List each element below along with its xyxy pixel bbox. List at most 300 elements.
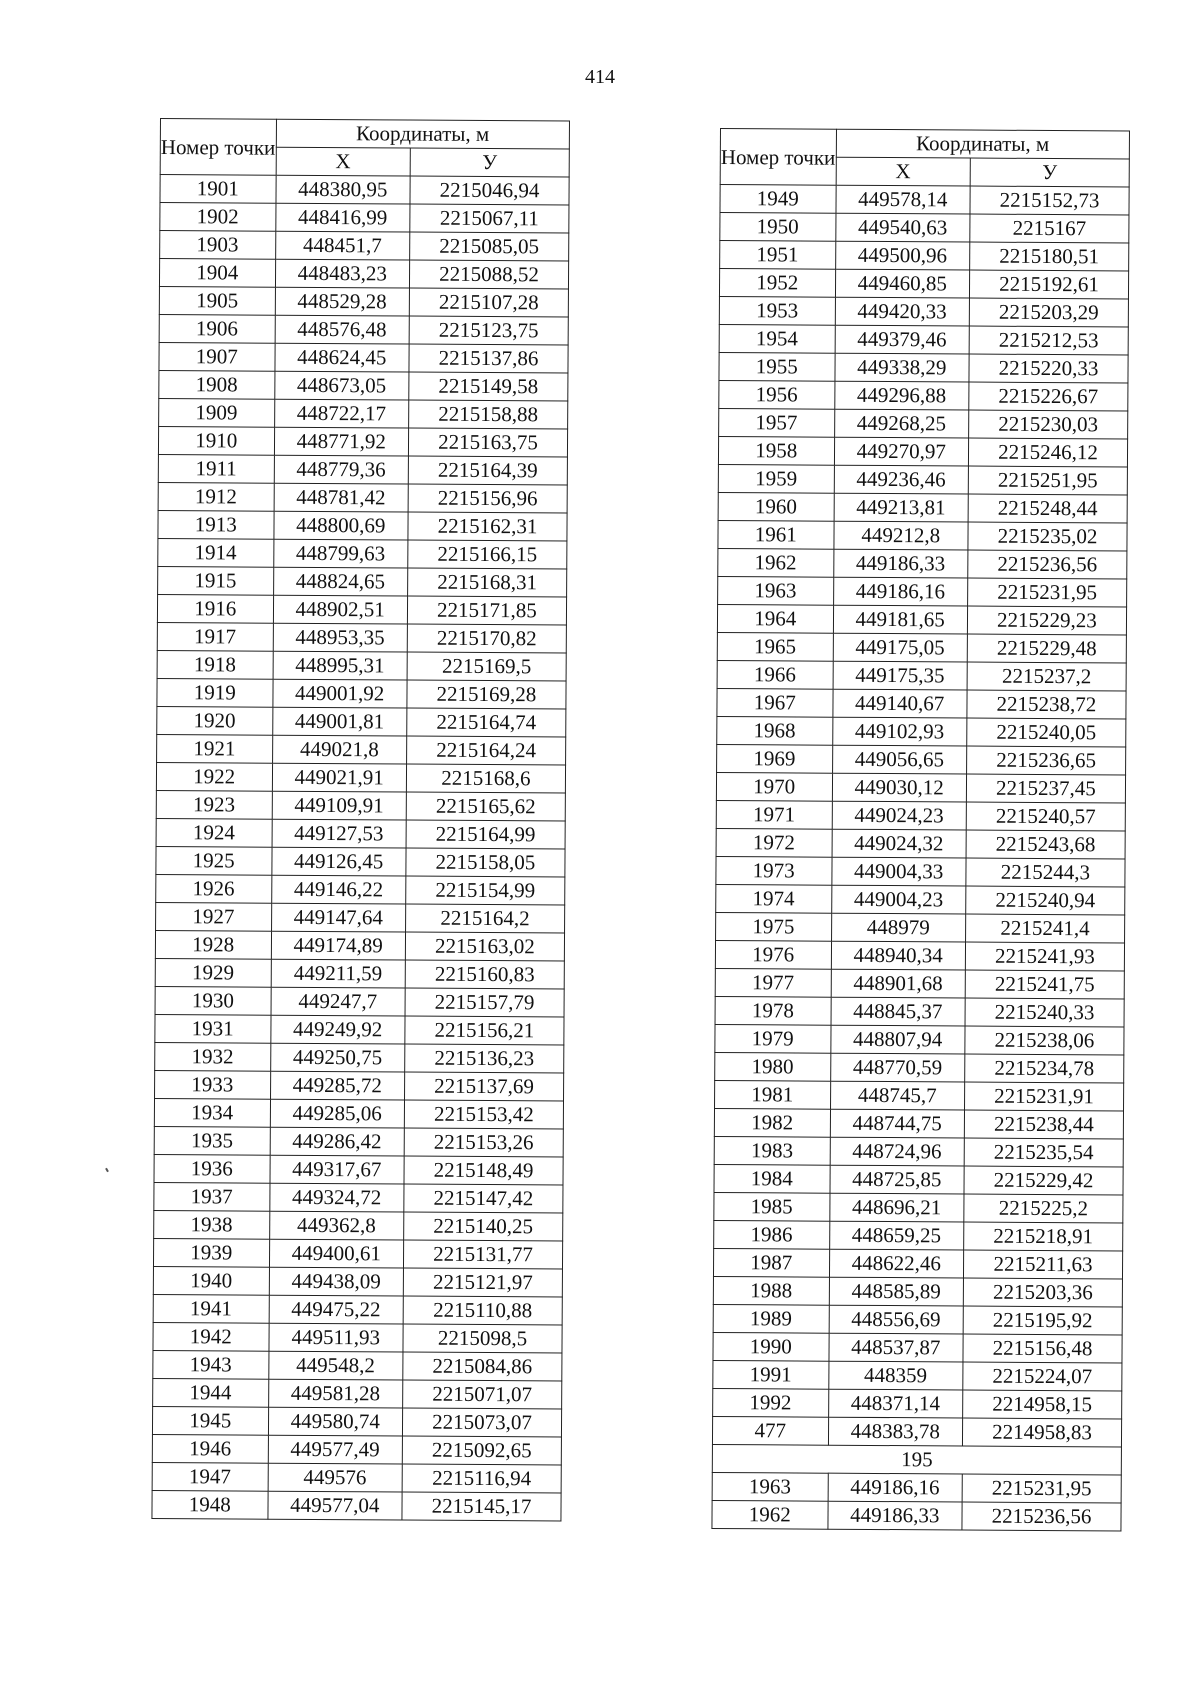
table-row (158, 510, 567, 540)
cell-x: 448722,17 (274, 399, 409, 428)
cell-y: 2215131,77 (403, 1240, 562, 1269)
table-row (715, 1052, 1124, 1082)
table-row (154, 1154, 563, 1184)
table-row (155, 958, 564, 988)
cell-y: 2215225,2 (964, 1194, 1123, 1223)
cell-x: 448901,68 (831, 969, 966, 998)
cell-y: 2215203,29 (969, 298, 1128, 327)
cell-x: 448696,21 (829, 1193, 964, 1222)
table-row (154, 1182, 563, 1212)
cell-x: 449511,93 (268, 1323, 403, 1352)
cell-x: 448940,34 (831, 941, 966, 970)
cell-y: 2215240,94 (966, 886, 1125, 915)
cell-point-number: 1914 (158, 538, 274, 567)
cell-point-number: 1991 (713, 1360, 829, 1389)
table-row (719, 296, 1128, 326)
cell-x: 448383,78 (828, 1417, 963, 1446)
cell-point-number: 1973 (716, 856, 832, 885)
table-row (157, 734, 566, 764)
cell-point-number: 1974 (716, 884, 832, 913)
cell-point-number: 1989 (713, 1304, 829, 1333)
cell-y: 2215237,2 (967, 662, 1126, 691)
cell-point-number: 1975 (716, 912, 832, 941)
table-row (713, 1360, 1122, 1390)
table-row (718, 576, 1127, 606)
table-body-right (712, 185, 1129, 1531)
cell-point-number: 1923 (156, 790, 272, 819)
cell-y: 2215238,72 (967, 690, 1126, 719)
cell-x: 449056,65 (832, 745, 967, 774)
table-row (716, 772, 1125, 802)
cell-y: 2215165,62 (406, 792, 565, 821)
cell-point-number: 1902 (160, 203, 276, 232)
cell-x: 449021,8 (272, 735, 407, 764)
cell-x: 449140,67 (832, 689, 967, 718)
table-row (160, 231, 569, 261)
cell-y: 2215147,42 (404, 1184, 563, 1213)
table-row (719, 408, 1128, 438)
cell-point-number: 1980 (715, 1052, 831, 1081)
cell-x: 449338,29 (834, 353, 969, 382)
cell-point-number: 1932 (155, 1042, 271, 1071)
cell-x: 449577,04 (267, 1491, 402, 1520)
cell-x: 448529,28 (275, 287, 410, 316)
cell-point-number: 1958 (718, 436, 834, 465)
cell-x: 448371,14 (828, 1389, 963, 1418)
cell-y: 2215236,56 (962, 1502, 1121, 1531)
scan-speck (105, 1168, 109, 1172)
cell-point-number: 1901 (160, 175, 276, 204)
table-row (717, 716, 1126, 746)
cell-x: 449213,81 (834, 493, 969, 522)
cell-y: 2215164,99 (406, 820, 565, 849)
cell-y: 2215164,39 (408, 456, 567, 485)
cell-point-number: 1977 (715, 968, 831, 997)
cell-y: 2215244,3 (966, 858, 1125, 887)
cell-point-number: 1908 (159, 370, 275, 399)
table-row (156, 846, 565, 876)
cell-y: 2215153,26 (404, 1128, 563, 1157)
table-row (716, 884, 1125, 914)
cell-x: 449475,22 (269, 1295, 404, 1324)
cell-point-number: 1946 (152, 1434, 268, 1463)
table-row (720, 241, 1129, 271)
cell-point-number: 1965 (717, 632, 833, 661)
coordinates-table-left (151, 118, 570, 1521)
cell-point-number: 1971 (716, 800, 832, 829)
cell-point-number: 1963 (712, 1472, 828, 1501)
cell-point-number: 1966 (717, 660, 833, 689)
cell-y: 2215235,54 (964, 1138, 1123, 1167)
table-row (715, 940, 1124, 970)
cell-x: 449175,05 (833, 633, 968, 662)
cell-x: 449126,45 (271, 847, 406, 876)
cell-x: 449004,33 (831, 857, 966, 886)
cell-y: 2215170,82 (407, 624, 566, 653)
cell-y: 2215195,92 (963, 1306, 1122, 1335)
table-row (719, 380, 1128, 410)
cell-y: 2215164,24 (406, 736, 565, 765)
cell-y: 2215136,23 (405, 1044, 564, 1073)
cell-x: 448380,95 (275, 175, 410, 204)
table-row (153, 1322, 562, 1352)
cell-point-number: 1968 (717, 716, 833, 745)
cell-y: 2215229,23 (967, 606, 1126, 635)
cell-y: 2215229,48 (967, 634, 1126, 663)
cell-point-number: 1950 (720, 213, 836, 242)
table-row (158, 482, 567, 512)
cell-x: 449379,46 (835, 325, 970, 354)
cell-x: 448576,48 (275, 315, 410, 344)
cell-y: 2215169,28 (407, 680, 566, 709)
header-y: У (410, 148, 569, 177)
cell-x: 448799,63 (273, 539, 408, 568)
cell-point-number: 1917 (157, 622, 273, 651)
cell-x: 449001,81 (272, 707, 407, 736)
cell-x: 448622,46 (829, 1249, 964, 1278)
cell-y: 2215156,96 (408, 484, 567, 513)
cell-x: 448673,05 (274, 371, 409, 400)
cell-y: 2215230,03 (969, 410, 1128, 439)
cell-point-number: 1905 (159, 286, 275, 315)
cell-x: 449296,88 (834, 381, 969, 410)
cell-y: 2215137,86 (409, 344, 568, 373)
cell-x: 448824,65 (273, 567, 408, 596)
cell-y: 2215167 (970, 214, 1129, 243)
cell-y: 2215121,97 (403, 1268, 562, 1297)
cell-point-number: 1954 (719, 324, 835, 353)
cell-point-number: 1955 (719, 352, 835, 381)
cell-y: 2215156,21 (405, 1016, 564, 1045)
table-row (713, 1332, 1122, 1362)
table-row (155, 1070, 564, 1100)
cell-point-number: 1970 (716, 772, 832, 801)
cell-x: 448416,99 (275, 203, 410, 232)
table-row (155, 1014, 564, 1044)
cell-point-number: 1919 (157, 678, 273, 707)
cell-x: 448624,45 (274, 343, 409, 372)
cell-x: 449186,33 (827, 1501, 962, 1530)
table-row (156, 902, 565, 932)
table-row (156, 874, 565, 904)
cell-x: 448659,25 (829, 1221, 964, 1250)
cell-y: 2215240,33 (965, 998, 1124, 1027)
table-row (714, 1164, 1123, 1194)
table-row (157, 650, 566, 680)
table-row (160, 175, 569, 205)
table-row (719, 352, 1128, 382)
table-row (155, 986, 564, 1016)
header-point-number: Номер точки (160, 119, 276, 176)
group-label: 195 (712, 1444, 1121, 1474)
table-row (157, 706, 566, 736)
cell-x: 449578,14 (835, 185, 970, 214)
cell-y: 2215246,12 (968, 438, 1127, 467)
cell-point-number: 1986 (714, 1220, 830, 1249)
cell-point-number: 1947 (152, 1462, 268, 1491)
cell-x: 448902,51 (273, 595, 408, 624)
cell-x: 449146,22 (271, 875, 406, 904)
cell-point-number: 1920 (157, 706, 273, 735)
cell-point-number: 1963 (718, 576, 834, 605)
cell-x: 449186,16 (828, 1473, 963, 1502)
cell-y: 2215163,02 (405, 932, 564, 961)
table-row (156, 818, 565, 848)
cell-y: 2215218,91 (964, 1222, 1123, 1251)
table-row (714, 1108, 1123, 1138)
cell-point-number: 1945 (152, 1406, 268, 1435)
table-row (153, 1378, 562, 1408)
cell-point-number: 1942 (153, 1322, 269, 1351)
cell-y: 2215163,75 (408, 428, 567, 457)
cell-point-number: 1943 (153, 1350, 269, 1379)
table-row (717, 688, 1126, 718)
cell-y: 2215162,31 (408, 512, 567, 541)
table-row (716, 800, 1125, 830)
cell-x: 449268,25 (834, 409, 969, 438)
cell-x: 448745,7 (830, 1081, 965, 1110)
cell-y: 2215046,94 (410, 176, 569, 205)
cell-x: 449548,2 (268, 1351, 403, 1380)
cell-y: 2215098,5 (403, 1324, 562, 1353)
cell-y: 2215241,4 (965, 914, 1124, 943)
cell-y: 2215164,74 (407, 708, 566, 737)
cell-x: 448979 (831, 913, 966, 942)
cell-x: 449236,46 (834, 465, 969, 494)
cell-point-number: 1990 (713, 1332, 829, 1361)
cell-y: 2215192,61 (969, 270, 1128, 299)
cell-point-number: 1924 (156, 818, 272, 847)
cell-y: 2215088,52 (409, 260, 568, 289)
cell-y: 2215158,05 (406, 848, 565, 877)
table-row (157, 622, 566, 652)
table-row (713, 1304, 1122, 1334)
cell-y: 2215116,94 (402, 1464, 561, 1493)
cell-x: 448800,69 (273, 511, 408, 540)
cell-x: 449285,06 (270, 1099, 405, 1128)
cell-y: 2215220,33 (969, 354, 1128, 383)
cell-x: 449438,09 (269, 1267, 404, 1296)
cell-point-number: 1909 (159, 398, 275, 427)
table-row (159, 370, 568, 400)
cell-y: 2215236,56 (968, 550, 1127, 579)
cell-point-number: 1982 (714, 1108, 830, 1137)
cell-y: 2215169,5 (407, 652, 566, 681)
cell-x: 449250,75 (270, 1043, 405, 1072)
header-y: У (970, 158, 1129, 187)
table-row (159, 398, 568, 428)
cell-y: 2215226,67 (969, 382, 1128, 411)
cell-x: 449175,35 (833, 661, 968, 690)
cell-x: 448845,37 (831, 997, 966, 1026)
cell-point-number: 1918 (157, 650, 273, 679)
cell-x: 448537,87 (828, 1333, 963, 1362)
cell-x: 449211,59 (271, 959, 406, 988)
cell-x: 449285,72 (270, 1071, 405, 1100)
cell-point-number: 1978 (715, 996, 831, 1025)
cell-x: 449109,91 (272, 791, 407, 820)
cell-x: 449580,74 (268, 1407, 403, 1436)
cell-point-number: 1934 (154, 1098, 270, 1127)
cell-y: 2215235,02 (968, 522, 1127, 551)
table-row (718, 548, 1127, 578)
cell-y: 2215085,05 (410, 232, 569, 261)
cell-point-number: 1910 (158, 426, 274, 455)
cell-y: 2215171,85 (407, 596, 566, 625)
table-row (714, 1220, 1123, 1250)
cell-point-number: 1987 (713, 1248, 829, 1277)
cell-x: 448724,96 (830, 1137, 965, 1166)
cell-y: 2215238,06 (965, 1026, 1124, 1055)
cell-y: 2215240,57 (966, 802, 1125, 831)
cell-x: 449147,64 (271, 903, 406, 932)
cell-x: 449249,92 (270, 1015, 405, 1044)
cell-x: 448995,31 (273, 651, 408, 680)
cell-x: 449186,16 (833, 577, 968, 606)
table-row (152, 1434, 561, 1464)
cell-point-number: 1984 (714, 1164, 830, 1193)
cell-x: 448744,75 (830, 1109, 965, 1138)
table-row (159, 259, 568, 289)
cell-x: 449420,33 (835, 297, 970, 326)
cell-x: 449581,28 (268, 1379, 403, 1408)
table-row (718, 520, 1127, 550)
cell-point-number: 1992 (713, 1388, 829, 1417)
header-coordinates: Координаты, м (276, 119, 570, 149)
cell-point-number: 1925 (156, 846, 272, 875)
table-row (152, 1406, 561, 1436)
cell-x: 448779,36 (274, 455, 409, 484)
cell-y: 2215231,95 (968, 578, 1127, 607)
table-row (154, 1126, 563, 1156)
cell-point-number: 1928 (155, 930, 271, 959)
cell-point-number: 1988 (713, 1276, 829, 1305)
cell-point-number: 1961 (718, 520, 834, 549)
cell-x: 449181,65 (833, 605, 968, 634)
cell-point-number: 1921 (157, 734, 273, 763)
table-row (157, 678, 566, 708)
table-row (716, 912, 1125, 942)
cell-y: 2214958,15 (963, 1390, 1122, 1419)
cell-point-number: 1930 (155, 986, 271, 1015)
cell-y: 2215229,42 (964, 1166, 1123, 1195)
table-row (154, 1210, 563, 1240)
cell-y: 2215164,2 (405, 904, 564, 933)
table-row (156, 790, 565, 820)
cell-point-number: 1959 (718, 464, 834, 493)
cell-y: 2215231,95 (962, 1474, 1121, 1503)
table-row (712, 1416, 1121, 1446)
cell-x: 448483,23 (275, 259, 410, 288)
table-row (155, 930, 564, 960)
table-row (714, 1192, 1123, 1222)
cell-x: 449021,91 (272, 763, 407, 792)
cell-y: 2215152,73 (970, 186, 1129, 215)
cell-y: 2215243,68 (966, 830, 1125, 859)
cell-y: 2215238,44 (964, 1110, 1123, 1139)
cell-x: 448953,35 (273, 623, 408, 652)
cell-y: 2215224,07 (963, 1362, 1122, 1391)
cell-point-number: 1952 (719, 269, 835, 298)
cell-point-number: 1903 (160, 231, 276, 260)
cell-point-number: 1929 (155, 958, 271, 987)
cell-x: 449577,49 (268, 1435, 403, 1464)
table-row (717, 604, 1126, 634)
cell-point-number: 1935 (154, 1126, 270, 1155)
cell-y: 2215203,36 (963, 1278, 1122, 1307)
cell-x: 449001,92 (272, 679, 407, 708)
table-row (154, 1098, 563, 1128)
table-row (156, 762, 565, 792)
table-row (716, 856, 1125, 886)
table-row (720, 185, 1129, 215)
cell-x: 449540,63 (835, 213, 970, 242)
cell-point-number: 1916 (157, 594, 273, 623)
cell-x: 449324,72 (269, 1183, 404, 1212)
table-row (715, 1024, 1124, 1054)
cell-y: 2215168,6 (406, 764, 565, 793)
cell-x: 449460,85 (835, 269, 970, 298)
cell-x: 449174,89 (271, 931, 406, 960)
header-coordinates: Координаты, м (836, 129, 1130, 159)
cell-y: 2215211,63 (963, 1250, 1122, 1279)
cell-point-number: 1912 (158, 482, 274, 511)
table-row (717, 632, 1126, 662)
cell-x: 449270,97 (834, 437, 969, 466)
cell-y: 2215084,86 (403, 1352, 562, 1381)
cell-point-number: 1906 (159, 314, 275, 343)
cell-point-number: 1904 (159, 259, 275, 288)
cell-y: 2215237,45 (966, 774, 1125, 803)
cell-point-number: 1941 (153, 1294, 269, 1323)
table-row (718, 464, 1127, 494)
cell-point-number: 1915 (158, 566, 274, 595)
cell-y: 2215231,91 (964, 1082, 1123, 1111)
cell-y: 2215145,17 (402, 1492, 561, 1521)
cell-point-number: 1981 (715, 1080, 831, 1109)
cell-y: 2215071,07 (403, 1380, 562, 1409)
table-row (717, 744, 1126, 774)
table-row (715, 968, 1124, 998)
cell-y: 2215241,93 (965, 942, 1124, 971)
cell-x: 448725,85 (829, 1165, 964, 1194)
header-x: X (836, 157, 971, 186)
table-row (158, 538, 567, 568)
table-row (153, 1238, 562, 1268)
table-row (718, 492, 1127, 522)
table-row (157, 594, 566, 624)
cell-point-number: 1969 (717, 744, 833, 773)
cell-y: 2215157,79 (405, 988, 564, 1017)
cell-point-number: 1936 (154, 1154, 270, 1183)
cell-point-number: 1976 (715, 940, 831, 969)
cell-y: 2215148,49 (404, 1156, 563, 1185)
cell-point-number: 1957 (719, 408, 835, 437)
cell-point-number: 1967 (717, 688, 833, 717)
table-row (152, 1490, 561, 1520)
table-row (153, 1266, 562, 1296)
cell-point-number: 1931 (155, 1014, 271, 1043)
cell-x: 448359 (828, 1361, 963, 1390)
cell-x: 449024,23 (832, 801, 967, 830)
cell-y: 2215156,48 (963, 1334, 1122, 1363)
cell-x: 449102,93 (832, 717, 967, 746)
cell-point-number: 1979 (715, 1024, 831, 1053)
table-body-left (152, 175, 569, 1521)
cell-point-number: 1933 (155, 1070, 271, 1099)
table-row (159, 286, 568, 316)
cell-x: 448807,94 (830, 1025, 965, 1054)
